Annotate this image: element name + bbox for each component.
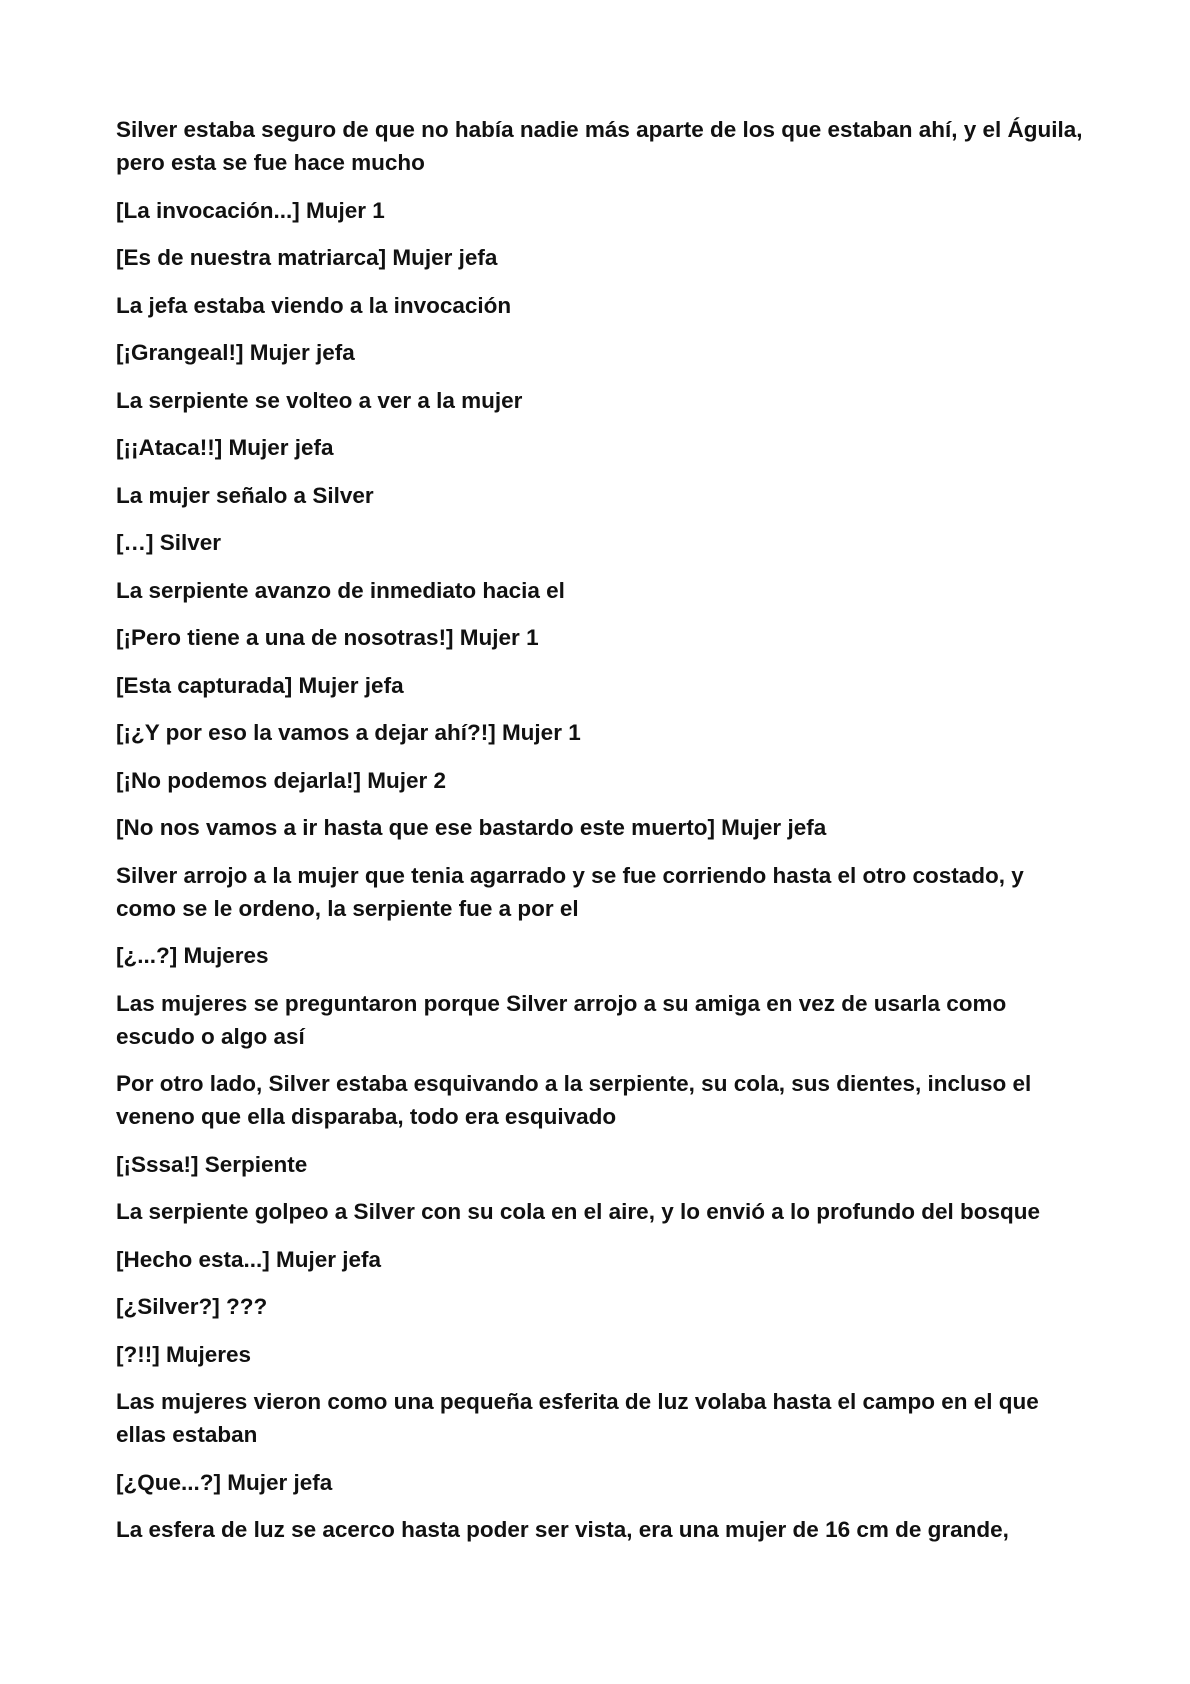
dialogue-line: […] Silver [116,530,222,555]
paragraph: Las mujeres vieron como una pequeña esferita de luz volaba hasta el campo en el que ellas estaban [116,1389,1039,1447]
dialogue-line: [¿Que...?] Mujer jefa [116,1469,333,1495]
paragraph: La esfera de luz se acerco hasta poder ser vista, era una mujer de 16 cm de grande, [116,1517,1009,1542]
paragraph: La serpiente se volteo a ver a la mujer [116,387,523,413]
paragraph: La mujer señalo a Silver [116,482,374,508]
paragraph: Por otro lado, Silver estaba esquivando a la serpiente, su cola, sus dientes, incluso el veneno que ella disparaba, todo era esquivado [116,1071,1032,1129]
dialogue-line: [La invocación...] Mujer 1 [116,197,385,223]
dialogue-line: [¡Pero tiene a una de nosotras!] Mujer 1 [116,625,539,650]
dialogue-line: [No nos vamos a ir hasta que ese bastardo este muerto] Mujer jefa [116,815,827,840]
dialogue-line: [Esta capturada] Mujer jefa [116,672,404,698]
dialogue-line: [Hecho esta...] Mujer jefa [116,1246,382,1272]
dialogue-line: [Es de nuestra matriarca] Mujer jefa [116,245,498,270]
dialogue-line: [¿Silver?] ??? [116,1294,268,1319]
dialogue-line: [?!!] Mujeres [116,1341,251,1367]
dialogue-line: [¡Sssa!] Serpiente [116,1151,308,1177]
paragraph: Silver estaba seguro de que no había nadie más aparte de los que estaban ahí, y el Águila, pero esta se fue hace mucho [116,117,1083,175]
paragraph: La jefa estaba viendo a la invocación [116,292,512,318]
dialogue-line: [¡No podemos dejarla!] Mujer 2 [116,767,447,793]
paragraph: Las mujeres se preguntaron porque Silver arrojo a su amiga en vez de usarla como escudo o algo así [116,990,1007,1049]
dialogue-line: [¿...?] Mujeres [116,943,269,968]
document-page [116,113,1086,1561]
dialogue-line: [¡¡Ataca!!] Mujer jefa [116,435,334,460]
dialogue-line: [¡Grangeal!] Mujer jefa [116,340,355,365]
paragraph: La serpiente avanzo de inmediato hacia el [116,577,565,603]
paragraph: Silver arrojo a la mujer que tenia agarrado y se fue corriendo hasta el otro costado, y como se le ordeno, la serpiente fue a por el [116,862,1024,921]
dialogue-line: [¡¿Y por eso la vamos a dejar ahí?!] Mujer 1 [116,720,581,745]
paragraph: La serpiente golpeo a Silver con su cola en el aire, y lo envió a lo profundo del bosque [116,1199,1040,1224]
